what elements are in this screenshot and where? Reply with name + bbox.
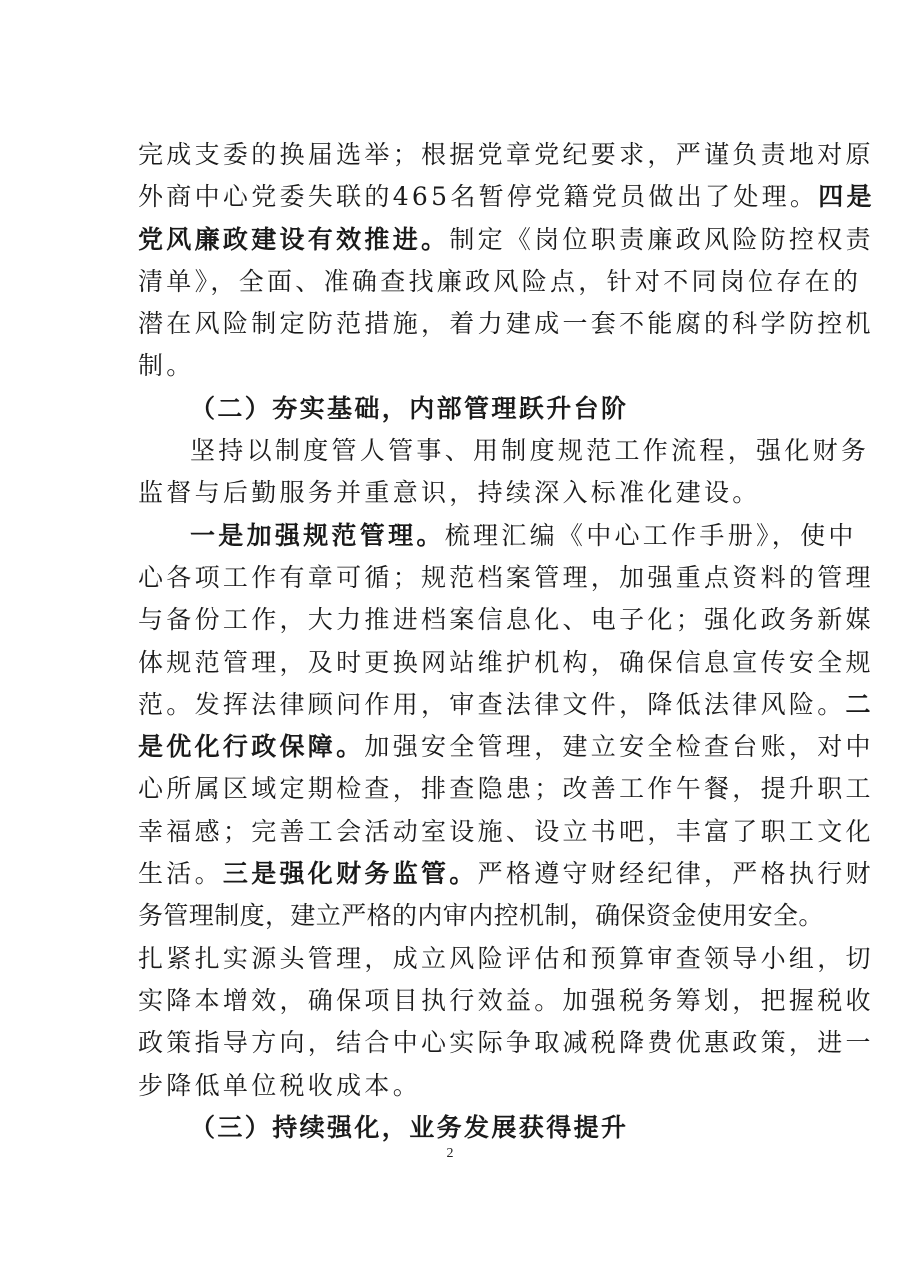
text-run: 体规范管理，及时更换网站维护机构，确保信息宣传安全规 bbox=[138, 647, 874, 677]
section-heading-3: （三）持续强化，业务发展获得提升 bbox=[190, 1112, 629, 1142]
text-line bbox=[138, 768, 874, 810]
text-line bbox=[138, 684, 874, 726]
text-run: 制。 bbox=[138, 351, 195, 381]
text-line bbox=[138, 726, 874, 768]
text-line bbox=[138, 980, 874, 1022]
text-line bbox=[138, 303, 874, 345]
text-run: 政策指导方向，结合中心实际争取减税降费优惠政策，进一 bbox=[138, 1028, 874, 1058]
text-line bbox=[138, 219, 874, 261]
page-number: 2 bbox=[446, 1146, 454, 1161]
text-run: 制定《岗位职责廉政风险防控权责 bbox=[449, 224, 874, 254]
bold-run: 二 bbox=[845, 689, 874, 719]
text-run: 外商中心党委失联的465名暂停党籍党员做出了处理。 bbox=[138, 182, 819, 212]
text-line bbox=[138, 557, 874, 599]
text-line bbox=[138, 472, 766, 514]
text-line bbox=[138, 176, 875, 218]
text-run: 严格遵守财经纪律，严格执行财 bbox=[477, 859, 874, 889]
text-run: 坚持以制度管人管事、用制度规范工作流程，强化财务 bbox=[190, 436, 870, 466]
text-line bbox=[138, 261, 862, 303]
text-line bbox=[138, 1065, 766, 1107]
text-line bbox=[138, 938, 874, 980]
document-body bbox=[138, 134, 875, 1149]
text-run: 心各项工作有章可循；规范档案管理，加强重点资料的管理 bbox=[138, 562, 874, 592]
text-line bbox=[138, 345, 766, 387]
text-line bbox=[138, 1022, 874, 1064]
text-run: 与备份工作，大力推进档案信息化、电子化；强化政务新媒 bbox=[138, 605, 874, 635]
bold-run: 四是 bbox=[818, 182, 875, 212]
text-run: 范。发挥法律顾问作用，审查法律文件，降低法律风险。 bbox=[138, 689, 846, 719]
text-line bbox=[138, 134, 874, 176]
text-line bbox=[138, 515, 857, 557]
text-line bbox=[138, 895, 824, 937]
text-run: 务管理制度，建立严格的内审内控机制，确保资金使用安全。 bbox=[138, 901, 824, 931]
text-run: 生活。 bbox=[138, 859, 223, 889]
text-run: 实降本增效，确保项目执行效益。加强税务筹划，把握税收 bbox=[138, 985, 874, 1015]
text-run: 加强安全管理，建立安全检查台账，对中 bbox=[364, 732, 874, 762]
bold-run: 党风廉政建设有效推进。 bbox=[138, 224, 450, 254]
section-heading-2: （二）夯实基础，内部管理跃升台阶 bbox=[190, 393, 629, 423]
text-run: 清单》，全面、准确查找廉政风险点，针对不同岗位存在的 bbox=[138, 266, 862, 296]
bold-run: 是优化行政保障。 bbox=[138, 732, 365, 762]
text-run: 潜在风险制定防范措施，着力建成一套不能腐的科学防控机 bbox=[138, 309, 874, 339]
text-run: 梳理汇编《中心工作手册》，使中 bbox=[444, 520, 857, 550]
text-line bbox=[138, 430, 870, 472]
text-run: 完成支委的换届选举；根据党章党纪要求，严谨负责地对原 bbox=[138, 140, 874, 169]
text-line bbox=[138, 642, 874, 684]
text-line bbox=[138, 811, 874, 853]
text-run: 幸福感；完善工会活动室设施、设立书吧，丰富了职工文化 bbox=[138, 816, 874, 846]
text-run: 步降低单位税收成本。 bbox=[138, 1070, 422, 1100]
text-run: 扎紧扎实源头管理，成立风险评估和预算审查领导小组，切 bbox=[138, 943, 874, 973]
text-line bbox=[138, 853, 874, 895]
bold-run: 三是强化财务监管。 bbox=[222, 859, 478, 889]
text-run: 心所属区域定期检查，排查隐患；改善工作午餐，提升职工 bbox=[138, 774, 874, 804]
text-line bbox=[138, 599, 874, 641]
text-run: 监督与后勤服务并重意识，持续深入标准化建设。 bbox=[138, 478, 761, 508]
bold-run: 一是加强规范管理。 bbox=[190, 520, 445, 550]
